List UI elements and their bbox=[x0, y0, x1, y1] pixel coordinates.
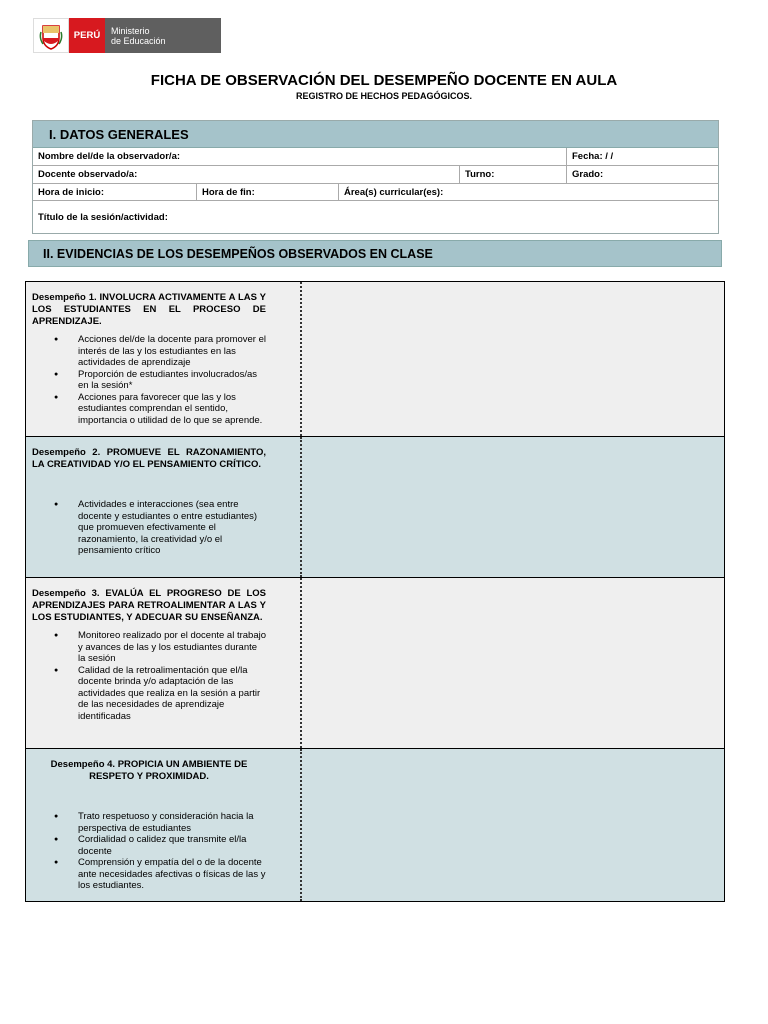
list-item: ● Acciones para favorecer que las y los estudiantes comprendan el sentido, importancia o utilidad de lo que se aprende. bbox=[78, 392, 266, 427]
coat-of-arms-icon bbox=[33, 18, 69, 53]
performance-3-title: Desempeño 3. EVALÚA EL PROGRESO DE LOS APRENDIZAJES PARA RETROALIMENTAR A LAS Y LOS ESTUDIANTES, Y ADECUAR SU ENSEÑANZA. bbox=[32, 588, 266, 623]
performance-4-evidence-area[interactable] bbox=[302, 749, 724, 901]
logo-country: PERÚ bbox=[69, 18, 105, 53]
logo-ministry-line1: Ministerio bbox=[111, 25, 150, 36]
grade-field[interactable]: Grado: bbox=[572, 169, 604, 180]
performance-4-title: Desempeño 4. PROPICIA UN AMBIENTE DE RESPETO Y PROXIMIDAD. bbox=[50, 759, 248, 782]
table-row bbox=[26, 749, 724, 901]
session-row bbox=[33, 201, 718, 233]
list-item: ● Proporción de estudiantes involucrados/as en la sesión* bbox=[78, 369, 266, 392]
page-subtitle: REGISTRO DE HECHOS PEDAGÓGICOS. bbox=[295, 91, 473, 101]
observer-row bbox=[33, 148, 718, 166]
performance-1-description bbox=[26, 282, 302, 436]
section-general-data bbox=[32, 120, 719, 234]
list-item: ● Calidad de la retroalimentación que el/la docente brinda y/o adaptación de las actividades que realiza en la sesión a partir de las necesidades de aprendizaje identificadas bbox=[78, 665, 266, 723]
performance-2-evidence-area[interactable] bbox=[302, 437, 724, 577]
session-title-field[interactable]: Título de la sesión/actividad: bbox=[38, 211, 168, 223]
start-time-field[interactable]: Hora de inicio: bbox=[33, 184, 197, 200]
performance-4-list bbox=[32, 811, 266, 892]
table-row bbox=[26, 437, 724, 578]
performance-4-description bbox=[26, 749, 302, 901]
section-evidence-heading: II. EVIDENCIAS DE LOS DESEMPEÑOS OBSERVADOS EN CLASE bbox=[28, 240, 722, 267]
performance-2-title: Desempeño 2. PROMUEVE EL RAZONAMIENTO, LA CREATIVIDAD Y/O EL PENSAMIENTO CRÍTICO. bbox=[32, 447, 266, 470]
list-item: ● Trato respetuoso y consideración hacia la perspectiva de estudiantes bbox=[78, 811, 266, 834]
teacher-field[interactable]: Docente observado/a: bbox=[33, 166, 460, 183]
teacher-row bbox=[33, 166, 718, 184]
performance-3-description bbox=[26, 578, 302, 748]
ministry-logo bbox=[33, 18, 221, 53]
areas-field[interactable]: Área(s) curricular(es): bbox=[344, 187, 444, 198]
page-title: FICHA DE OBSERVACIÓN DEL DESEMPEÑO DOCENTE EN AULA bbox=[150, 72, 618, 89]
shift-field[interactable]: Turno: bbox=[460, 166, 567, 183]
logo-ministry bbox=[105, 18, 221, 53]
list-item: ● Comprensión y empatía del o de la docente ante necesidades afectivas o físicas de las y los estudiantes. bbox=[78, 857, 266, 892]
end-time-field[interactable]: Hora de fin: bbox=[197, 184, 339, 200]
observer-field[interactable]: Nombre del/de la observador/a: bbox=[33, 148, 567, 165]
performance-2-list bbox=[32, 499, 266, 557]
evidence-table bbox=[25, 281, 725, 902]
performance-1-list bbox=[32, 334, 266, 426]
list-item: ● Acciones del/de la docente para promover el interés de las y los estudiantes en las actividades de aprendizaje bbox=[78, 334, 266, 369]
performance-2-description bbox=[26, 437, 302, 577]
date-field[interactable]: Fecha: / / bbox=[572, 151, 614, 162]
logo-ministry-line2: de Educación bbox=[111, 35, 166, 46]
list-item: ● Monitoreo realizado por el docente al trabajo y avances de las y los estudiantes durante la sesión bbox=[78, 630, 266, 665]
time-row bbox=[33, 184, 718, 201]
list-item: ● Cordialidad o calidez que transmite el/la docente bbox=[78, 834, 266, 857]
performance-1-evidence-area[interactable] bbox=[302, 282, 724, 436]
table-row bbox=[26, 578, 724, 749]
performance-1-title: Desempeño 1. INVOLUCRA ACTIVAMENTE A LAS Y LOS ESTUDIANTES EN EL PROCESO DE APRENDIZAJE. bbox=[32, 292, 266, 327]
performance-3-list bbox=[32, 630, 266, 722]
section-general-data-heading: I. DATOS GENERALES bbox=[33, 121, 718, 148]
table-row bbox=[26, 282, 724, 437]
performance-3-evidence-area[interactable] bbox=[302, 578, 724, 748]
list-item: ● Actividades e interacciones (sea entre docente y estudiantes o entre estudiantes) que promueven efectivamente el razonamiento, la creatividad y/o el pensamiento crítico bbox=[78, 499, 266, 557]
